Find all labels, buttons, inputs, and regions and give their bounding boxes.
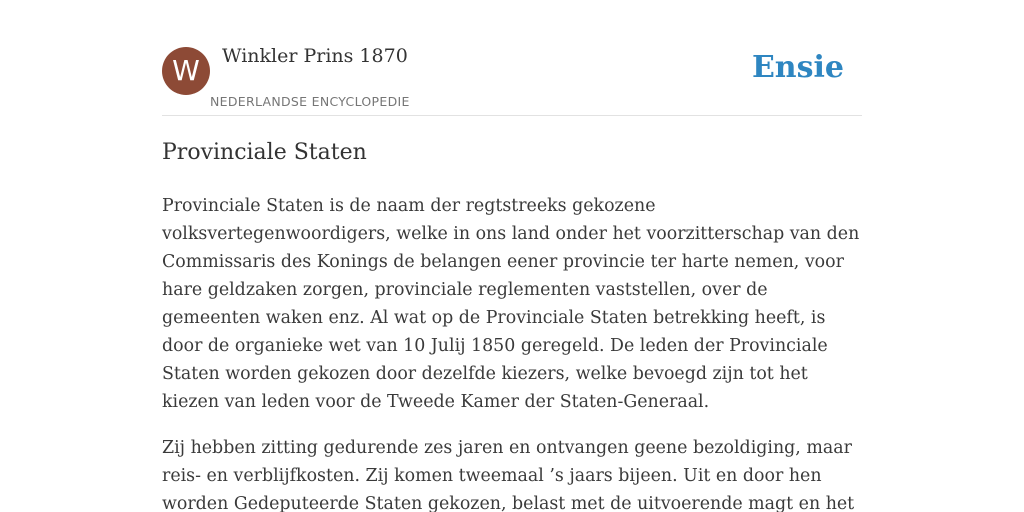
article-paragraph: Provinciale Staten is de naam der regtstreeks gekozene volksvertegenwoordigers, welke in ons land onder het voorzitterschap van den Commissaris des Konings de belangen eener provincie ter harte nemen, voor hare geldzaken zorgen, provinciale reglementen vaststellen, over de gemeenten waken enz. Al wat op de Provinciale Staten betrekking heeft, is door de organieke wet van 10 Julij 1850 geregeld. De leden der Provinciale Staten worden gekozen door dezelfde kiezers, welke bevoegd zijn tot het kiezen van leden voor de Tweede Kamer der Staten-Generaal. — [162, 196, 860, 412]
site-header — [162, 0, 862, 116]
page — [162, 0, 862, 512]
source-title[interactable]: Winkler Prins 1870 — [222, 45, 408, 67]
ensie-logo-link[interactable]: Ensie — [751, 50, 844, 85]
source-subtitle: NEDERLANDSE ENCYCLOPEDIE — [210, 94, 410, 109]
article-paragraph: Zij hebben zitting gedurende zes jaren en ontvangen geene bezoldiging, maar reis- en verblijfkosten. Zij komen tweemaal ’s jaars bijeen. Uit en door hen worden Gedeputeerde Staten gekozen, belast met de uitvoerende magt en het — [162, 438, 855, 512]
article-title: Provinciale Staten — [162, 140, 367, 165]
source-avatar[interactable]: W — [162, 47, 210, 95]
article-body — [162, 192, 862, 512]
